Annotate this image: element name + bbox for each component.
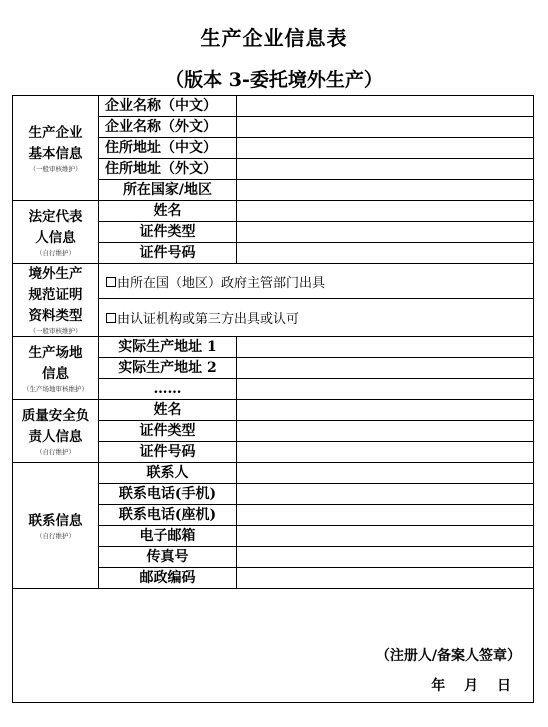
field-label-legal-id-number: 证件号码 (99, 243, 237, 264)
section-basic-info (13, 96, 99, 201)
signature-area[interactable] (13, 589, 534, 703)
cert-option-government[interactable] (99, 264, 534, 299)
signature-label: （注册人/备案人签章） (375, 648, 521, 664)
field-value-postcode[interactable] (237, 568, 534, 589)
section-cert-title-2: 规范证明 (28, 287, 83, 303)
field-label-quality-name: 姓名 (99, 400, 237, 421)
section-basic-title-1: 生产企业 (28, 124, 83, 141)
field-value-contact-person[interactable] (237, 463, 534, 484)
field-label-quality-id-number: 证件号码 (99, 442, 237, 463)
field-value-country[interactable] (237, 180, 534, 201)
field-value-site-more[interactable] (237, 379, 534, 400)
field-label-landline: 联系电话(座机) (99, 505, 237, 526)
section-contact-title: 联系信息 (28, 512, 83, 529)
field-value-legal-name[interactable] (237, 201, 534, 222)
field-value-site-address-1[interactable] (237, 337, 534, 358)
field-label-site-address-2: 实际生产地址 2 (99, 358, 237, 379)
info-form-table (12, 95, 534, 703)
section-cert-title-3: 资料类型 (28, 308, 83, 324)
section-legal-note: （自行维护） (36, 248, 75, 257)
section-quality-note: （自行维护） (36, 447, 75, 456)
field-label-email: 电子邮箱 (99, 526, 237, 547)
field-label-mobile: 联系电话(手机) (99, 484, 237, 505)
section-contact (13, 463, 99, 589)
field-label-site-address-1: 实际生产地址 1 (99, 337, 237, 358)
field-value-quality-name[interactable] (237, 400, 534, 421)
cert-option-government-label: 由所在国（地区）政府主管部门出具 (117, 275, 326, 291)
field-value-address-en[interactable] (237, 159, 534, 180)
date-label: 年 月 日 (431, 678, 511, 694)
cert-option-third-party-label: 由认证机构或第三方出具或认可 (117, 312, 300, 327)
field-label-country: 所在国家/地区 (99, 180, 237, 201)
field-value-quality-id-type[interactable] (237, 421, 534, 442)
page-subtitle: （版本 3-委托境外生产） (165, 69, 383, 91)
section-site-title-1: 生产场地 (28, 344, 83, 361)
section-cert-note: （一般审核维护） (29, 327, 82, 335)
field-label-fax: 传真号 (99, 547, 237, 568)
field-label-site-more: …… (99, 379, 237, 400)
checkbox-icon[interactable] (106, 277, 116, 287)
field-value-address-cn[interactable] (237, 138, 534, 159)
field-value-mobile[interactable] (237, 484, 534, 505)
field-label-company-name-en: 企业名称（外文） (99, 117, 237, 138)
section-quality-manager (13, 400, 99, 463)
field-label-address-en: 住所地址（外文） (99, 159, 237, 180)
checkbox-icon[interactable] (106, 313, 116, 323)
section-site-note: （生产场地审核维护） (23, 384, 88, 393)
section-site-title-2: 信息 (42, 365, 69, 382)
page-title: 生产企业信息表 (200, 26, 348, 50)
field-label-contact-person: 联系人 (99, 463, 237, 484)
field-value-email[interactable] (237, 526, 534, 547)
field-value-company-name-cn[interactable] (237, 96, 534, 117)
field-value-company-name-en[interactable] (237, 117, 534, 138)
field-label-company-name-cn: 企业名称（中文） (99, 96, 237, 117)
field-value-landline[interactable] (237, 505, 534, 526)
field-value-legal-id-number[interactable] (237, 243, 534, 264)
section-certificate (13, 264, 99, 337)
field-label-legal-id-type: 证件类型 (99, 222, 237, 243)
field-value-site-address-2[interactable] (237, 358, 534, 379)
cert-option-third-party[interactable] (99, 299, 534, 337)
section-legal-title-2: 人信息 (35, 229, 76, 246)
section-contact-note: （自行维护） (36, 531, 75, 540)
section-basic-note: （一般审核维护） (29, 164, 82, 173)
section-production-site (13, 337, 99, 400)
field-label-quality-id-type: 证件类型 (99, 421, 237, 442)
section-cert-title-1: 境外生产 (28, 266, 83, 282)
field-label-postcode: 邮政编码 (99, 568, 237, 589)
field-label-address-cn: 住所地址（中文） (99, 138, 237, 159)
section-quality-title-2: 责人信息 (28, 428, 83, 445)
section-legal-title-1: 法定代表 (28, 208, 83, 225)
section-legal-rep (13, 201, 99, 264)
section-basic-title-2: 基本信息 (28, 145, 83, 162)
field-value-legal-id-type[interactable] (237, 222, 534, 243)
field-value-fax[interactable] (237, 547, 534, 568)
section-quality-title-1: 质量安全负 (21, 407, 90, 424)
field-label-legal-name: 姓名 (99, 201, 237, 222)
field-value-quality-id-number[interactable] (237, 442, 534, 463)
